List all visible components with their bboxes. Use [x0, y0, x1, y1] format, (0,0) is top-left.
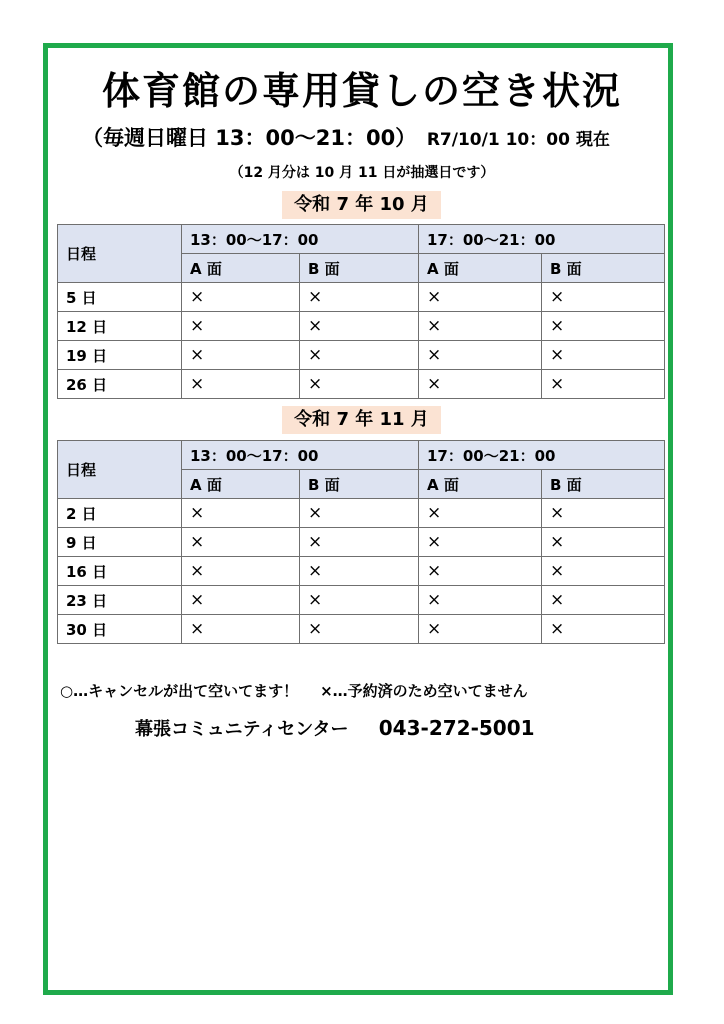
- status-cell: ×: [182, 312, 300, 341]
- status-cell: ×: [419, 283, 542, 312]
- month-heading-november: 令和 7 年 11 月: [282, 406, 441, 434]
- day-cell: 16 日: [58, 557, 182, 586]
- slot-header-afternoon: 13：00～17：00: [182, 225, 419, 254]
- slot-header-evening: 17：00～21：00: [419, 441, 665, 470]
- table-row: [58, 312, 665, 341]
- day-cell: 5 日: [58, 283, 182, 312]
- day-cell: 9 日: [58, 528, 182, 557]
- status-cell: ×: [419, 370, 542, 399]
- court-b-header: B 面: [542, 254, 665, 283]
- table-row: [58, 283, 665, 312]
- legend-booked: ×…予約済のため空いてません: [320, 682, 528, 700]
- status-cell: ×: [542, 370, 665, 399]
- table-row: [58, 370, 665, 399]
- phone-number: 043-272-5001: [378, 716, 535, 740]
- status-cell: ×: [182, 557, 300, 586]
- status-cell: ×: [542, 586, 665, 615]
- status-cell: ×: [182, 528, 300, 557]
- day-cell: 12 日: [58, 312, 182, 341]
- court-a-header: A 面: [419, 470, 542, 499]
- availability-table-november: [57, 440, 665, 644]
- table-row: [58, 528, 665, 557]
- page-title: 体育館の専用貸しの空き状況: [101, 69, 622, 113]
- status-cell: ×: [419, 528, 542, 557]
- status-cell: ×: [300, 370, 419, 399]
- contact-info: [135, 715, 535, 741]
- status-cell: ×: [419, 341, 542, 370]
- status-cell: ×: [542, 283, 665, 312]
- status-cell: ×: [182, 370, 300, 399]
- day-column-header: 日程: [58, 441, 182, 499]
- day-cell: 23 日: [58, 586, 182, 615]
- status-cell: ×: [300, 528, 419, 557]
- table-row: [58, 557, 665, 586]
- status-cell: ×: [182, 499, 300, 528]
- status-cell: ×: [300, 615, 419, 644]
- status-cell: ×: [182, 586, 300, 615]
- status-cell: ×: [542, 557, 665, 586]
- day-cell: 19 日: [58, 341, 182, 370]
- status-cell: ×: [542, 341, 665, 370]
- availability-table-october: [57, 224, 665, 399]
- court-b-header: B 面: [300, 254, 419, 283]
- day-cell: 30 日: [58, 615, 182, 644]
- status-cell: ×: [419, 499, 542, 528]
- table-row: [58, 341, 665, 370]
- legend: [60, 680, 670, 701]
- status-cell: ×: [300, 312, 419, 341]
- table-row: [58, 586, 665, 615]
- court-a-header: A 面: [182, 254, 300, 283]
- status-cell: ×: [300, 341, 419, 370]
- lottery-note: （12 月分は 10 月 11 日が抽選日です）: [229, 165, 495, 181]
- status-cell: ×: [419, 615, 542, 644]
- status-cell: ×: [182, 341, 300, 370]
- slot-header-evening: 17：00～21：00: [419, 225, 665, 254]
- slot-header-afternoon: 13：00～17：00: [182, 441, 419, 470]
- day-cell: 2 日: [58, 499, 182, 528]
- day-column-header: 日程: [58, 225, 182, 283]
- status-cell: ×: [300, 586, 419, 615]
- status-cell: ×: [182, 283, 300, 312]
- status-cell: ×: [300, 557, 419, 586]
- subtitle: [82, 122, 682, 152]
- status-cell: ×: [182, 615, 300, 644]
- status-cell: ×: [419, 586, 542, 615]
- table-row: [58, 499, 665, 528]
- status-cell: ×: [542, 312, 665, 341]
- facility-name: 幕張コミュニティセンター: [135, 719, 349, 740]
- status-cell: ×: [419, 312, 542, 341]
- status-cell: ×: [542, 499, 665, 528]
- court-b-header: B 面: [542, 470, 665, 499]
- court-b-header: B 面: [300, 470, 419, 499]
- as-of-timestamp: R7/10/1 10：00 現在: [426, 130, 610, 150]
- schedule-period: （毎週日曜日 13：00～21：00）: [82, 126, 417, 150]
- day-cell: 26 日: [58, 370, 182, 399]
- legend-available: ○…キャンセルが出て空いてます！: [60, 682, 299, 700]
- court-a-header: A 面: [419, 254, 542, 283]
- status-cell: ×: [542, 528, 665, 557]
- status-cell: ×: [542, 615, 665, 644]
- status-cell: ×: [300, 283, 419, 312]
- status-cell: ×: [300, 499, 419, 528]
- month-heading-october: 令和 7 年 10 月: [282, 191, 441, 219]
- court-a-header: A 面: [182, 470, 300, 499]
- table-row: [58, 615, 665, 644]
- status-cell: ×: [419, 557, 542, 586]
